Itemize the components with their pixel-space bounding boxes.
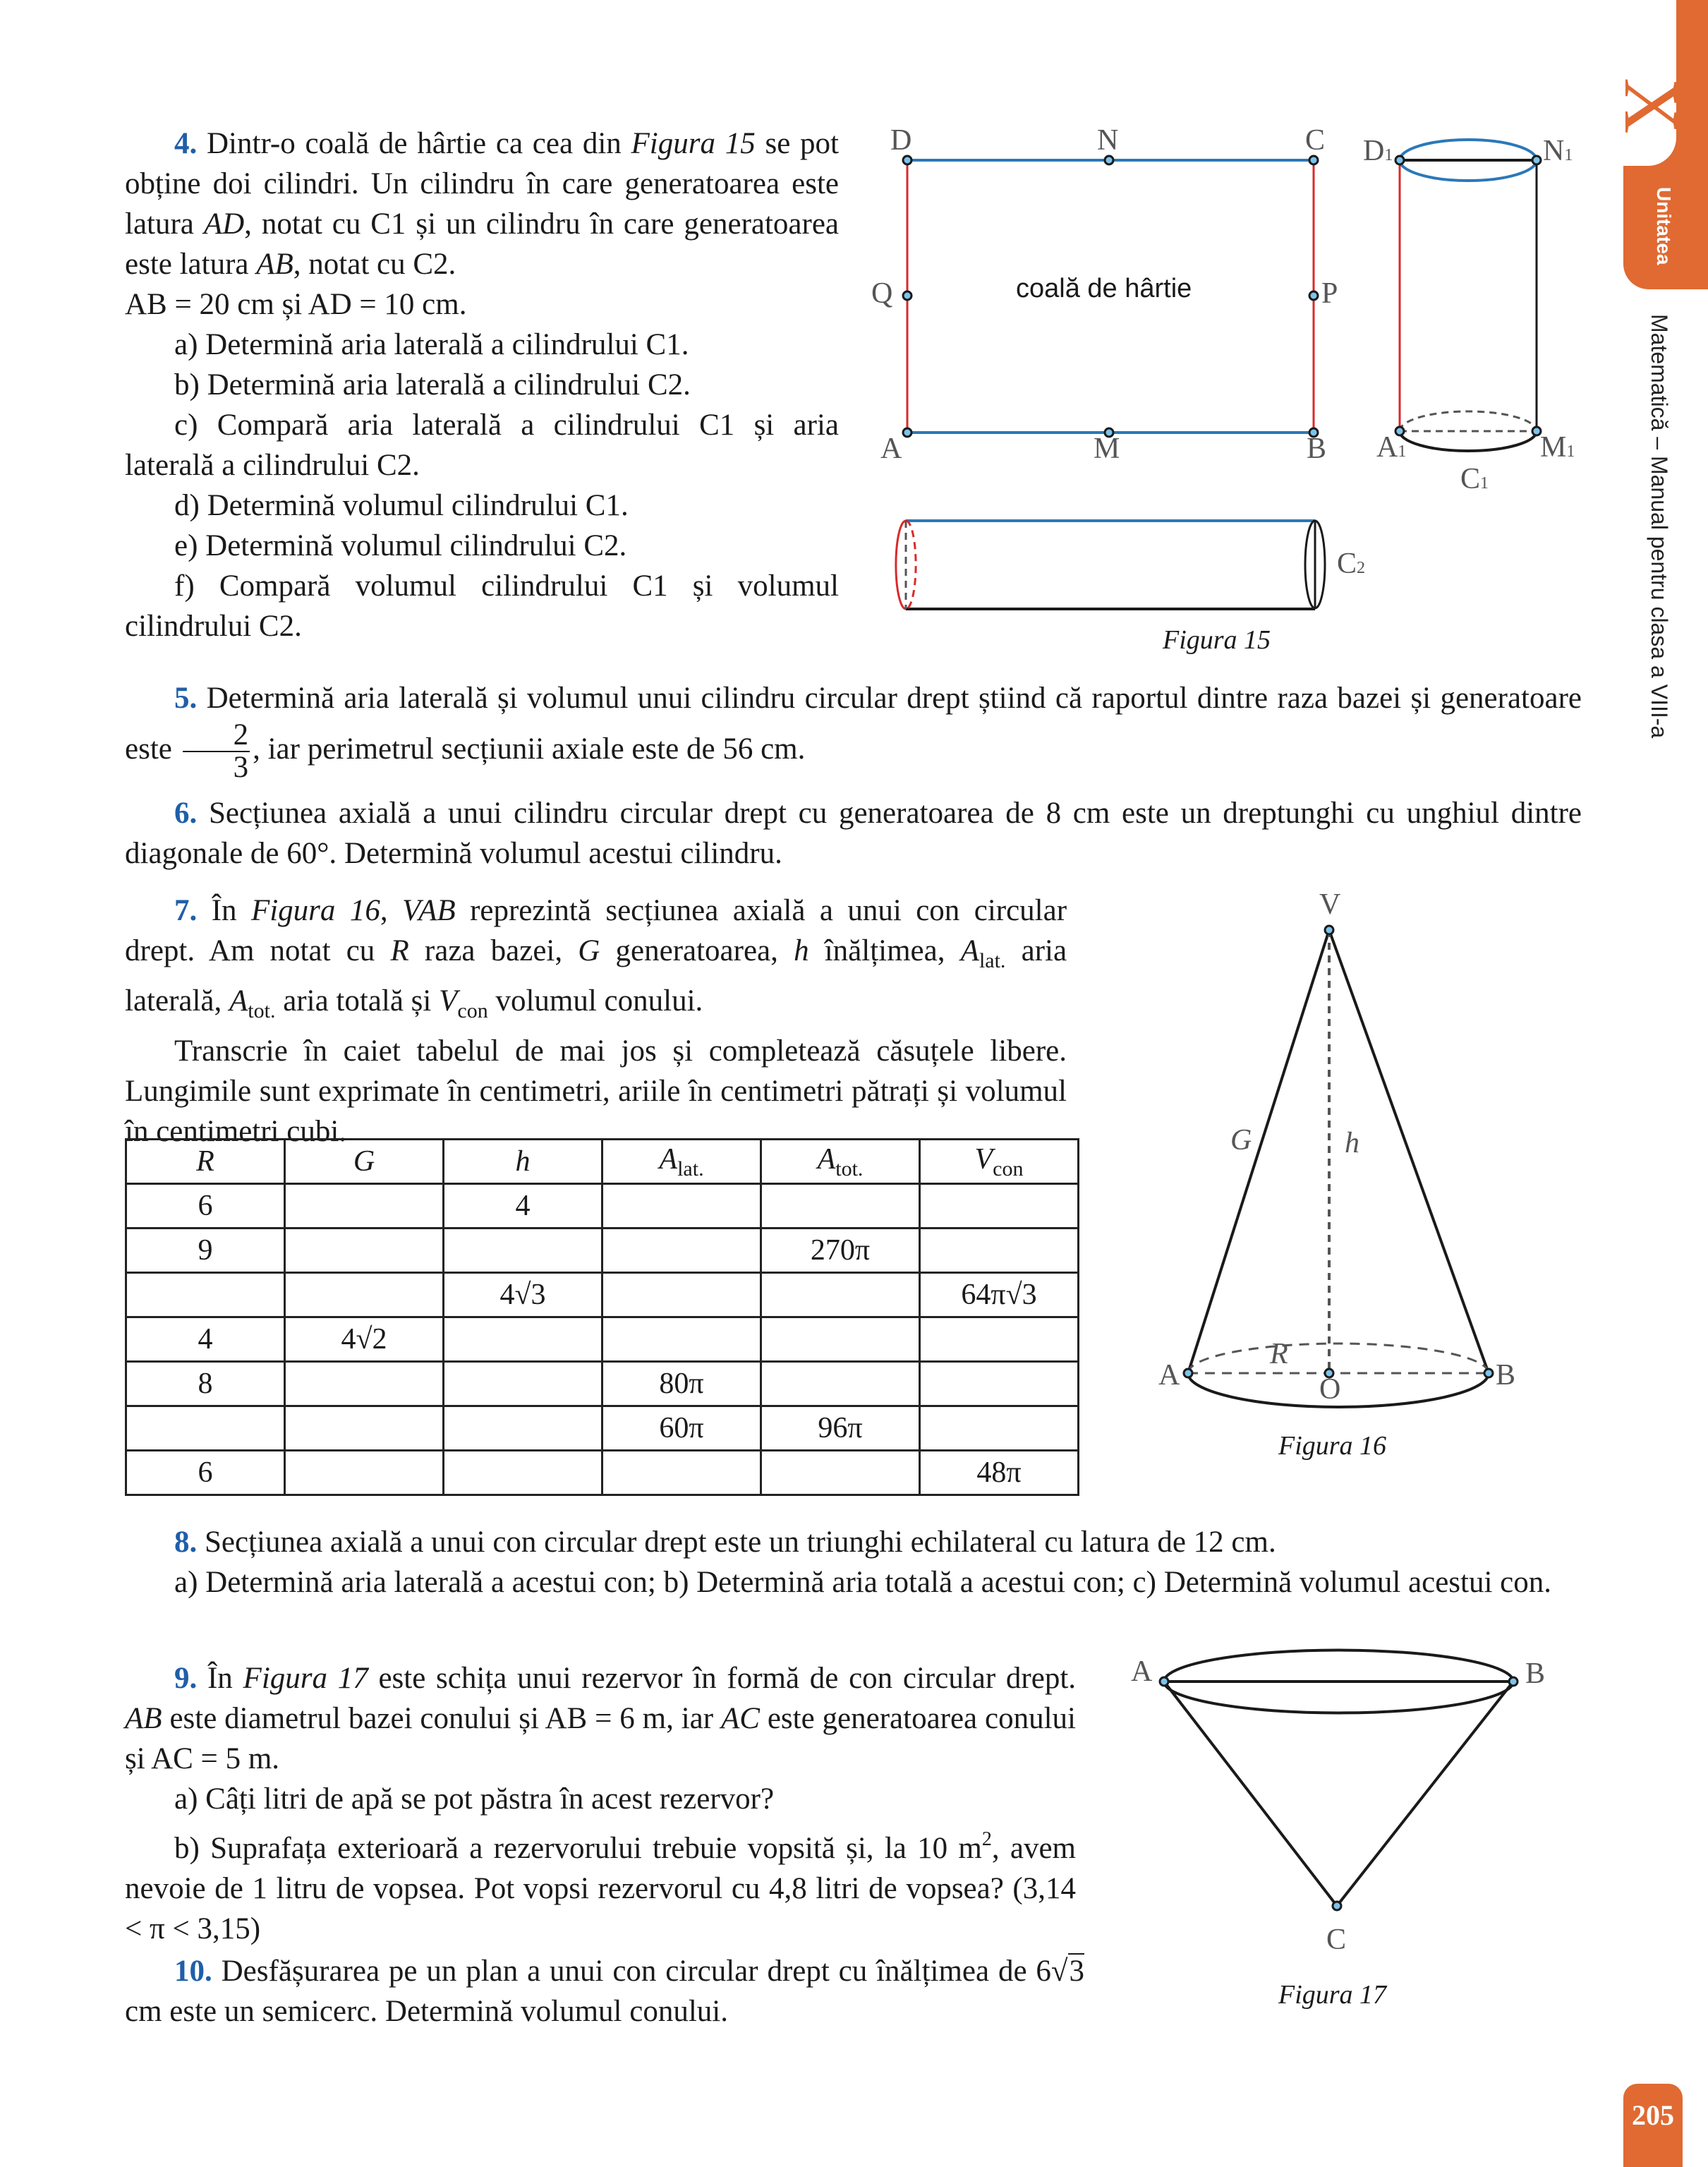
problem-number: 10.	[174, 1955, 212, 1988]
figure-16-caption: Figura 16	[1278, 1431, 1387, 1461]
problem-7: 7. În Figura 16, VAB reprezintă secțiunea axială a unui con circular drept. Am notat cu R raza bazei, G generatoarea, h înălțimea, $A_{lat.}$ aria laterală, $A_{tot.}$ aria totală și $V_{con}$ volumul conului. Transcrie în caiet tabelul de mai jos și completează căsuțele libere. Lungimile sunt exprimate în centimetri, ariile în centimetri pătrați și volumul în centimetri cubi.	[125, 891, 1067, 1152]
table-row: 60π 96π	[126, 1406, 1079, 1451]
header-A-lat: $A_{lat.}$	[602, 1140, 761, 1184]
point-M1: M1	[1540, 431, 1575, 464]
fraction-2-3: $\frac{2}{3}$	[183, 720, 250, 783]
point-O: O	[1319, 1373, 1341, 1406]
problem-number: 5.	[174, 682, 198, 715]
figure-17-caption: Figura 17	[1278, 1980, 1387, 2010]
figure-15-caption: Figura 15	[1163, 625, 1271, 655]
point-B: B	[1525, 1658, 1546, 1690]
table-row: 6 48π	[126, 1451, 1079, 1495]
point-A: A	[1131, 1655, 1153, 1688]
header-h: h	[444, 1140, 602, 1184]
problem-7-instructions: Transcrie în caiet tabelul de mai jos și completează căsuțele libere. Lungimile sunt exprimate în centimetri, ariile în centimetri pătrați și volumul în centimetri cubi.	[125, 1034, 1067, 1148]
problem-4-intro: 4. Dintr-o coală de hârtie ca cea din Figura 15 se pot obține doi cilindri. Un cilindru în care generatoarea este latura AD, notat cu C1 și un cilindru în care generatoarea este latura AB, notat cu C2.	[125, 127, 840, 281]
point-V: V	[1319, 888, 1341, 921]
unit-label: Unitatea	[1653, 187, 1675, 265]
point-D1: D1	[1363, 135, 1393, 167]
cylinder-C2-label: C2	[1337, 548, 1366, 580]
point-A: A	[880, 433, 902, 465]
unit-numeral: X	[1609, 78, 1695, 134]
problem-4-item-a: a) Determină aria laterală a cilindrului C1.	[174, 328, 689, 361]
point-A1: A1	[1376, 431, 1407, 464]
point-D: D	[890, 124, 912, 157]
sheet-label: coală de hârtie	[1016, 274, 1192, 303]
point-C: C	[1305, 124, 1326, 157]
header-G: G	[285, 1140, 444, 1184]
header-R: R	[126, 1140, 285, 1184]
problem-9-item-a: a) Câți litri de apă se pot păstra în acest rezervor?	[174, 1782, 775, 1816]
header-A-tot: $A_{tot.}$	[761, 1140, 920, 1184]
problem-4-item-d: d) Determină volumul cilindrului C1.	[174, 489, 629, 522]
point-Q: Q	[871, 277, 893, 310]
page-number: 205	[1623, 2084, 1683, 2167]
point-A: A	[1158, 1359, 1180, 1392]
book-title: Matematică – Manual pentru clasa a VIII-a	[1647, 314, 1672, 739]
problem-4-item-e: e) Determină volumul cilindrului C2.	[174, 529, 627, 562]
point-M: M	[1094, 433, 1120, 465]
table-row: 4 4√2	[126, 1317, 1079, 1362]
problem-5: 5. Determină aria laterală și volumul unui cilindru circular drept știind că raportul dintre raza bazei și generatoare este $\frac{2}{3}$ , iar perimetrul secțiunii axiale este de 56 cm.	[125, 682, 1582, 784]
problem-9-item-b: b) Suprafața exterioară a rezervorului trebuie vopsită și, la 10 $m^2$, avem nevoie de 1 litru de vopsea. Pot vopsi rezervorul cu 4,8 litri de vopsea? (3,14 < π < 3,15)	[125, 1828, 1076, 1945]
problem-6: 6. Secțiunea axială a unui cilindru circular drept cu generatoarea de 8 cm este un dreptunghi cu unghiul dintre diagonale de 60°. Determină volumul acestui cilindru.	[125, 797, 1582, 870]
label-h: h	[1345, 1127, 1359, 1159]
point-C: C	[1326, 1924, 1347, 1956]
point-N: N	[1097, 124, 1119, 157]
table-row: 8 80π	[126, 1362, 1079, 1406]
point-B: B	[1307, 433, 1327, 465]
problem-4-given: AB = 20 cm și AD = 10 cm.	[125, 288, 467, 321]
problem-number: 7.	[174, 894, 198, 927]
problem-8: 8. Secțiunea axială a unui con circular drept este un triunghi echilateral cu latura de 12 cm. a) Determină aria laterală a acestui con; b) Determină aria totală a acestui con; c) Determină volumul acestui con.	[174, 1526, 1551, 1599]
table-row: 6 4	[126, 1184, 1079, 1229]
problem-4-item-f: f) Compară volumul cilindrului C1 și volumul cilindrului C2.	[125, 569, 839, 643]
cylinder-C1-label: C1	[1460, 463, 1489, 495]
point-B: B	[1496, 1359, 1516, 1392]
label-G: G	[1230, 1124, 1252, 1157]
problem-number: 4.	[174, 127, 198, 160]
problem-10: 10. Desfășurarea pe un plan a unui con circular drept cu înălțimea de 6√3 cm este un semicerc. Determină volumul conului.	[125, 1955, 1085, 2028]
problem-number: 9.	[174, 1662, 198, 1695]
table-row: 4√3 64π√3	[126, 1273, 1079, 1317]
point-N1: N1	[1543, 135, 1573, 167]
problem-4-item-b: b) Determină aria laterală a cilindrului C2.	[174, 368, 691, 402]
point-P: P	[1321, 277, 1338, 310]
table-row: 9 270π	[126, 1229, 1079, 1273]
problem-number: 6.	[174, 797, 198, 830]
problem-9: 9. În Figura 17 este schița unui rezervor în formă de con circular drept. AB este diametrul bazei conului și AB = 6 m, iar AC este generatoarea conului și AC = 5 m. a) Câți litri de apă se pot păstra în acest rezervor? b) Suprafața exterioară a rezervorului trebuie vopsită și, la 10 $m^2$, avem nevoie de 1 litru de vopsea. Pot vopsi rezervorul cu 4,8 litri de vopsea? (3,14 < π < 3,15)	[125, 1658, 1076, 1949]
label-R: R	[1270, 1338, 1288, 1370]
header-V-con: $V_{con}$	[920, 1140, 1079, 1184]
problem-number: 8.	[174, 1526, 198, 1559]
problem-4-item-c: c) Compară aria laterală a cilindrului C1 și aria laterală a cilindrului C2.	[125, 409, 839, 482]
